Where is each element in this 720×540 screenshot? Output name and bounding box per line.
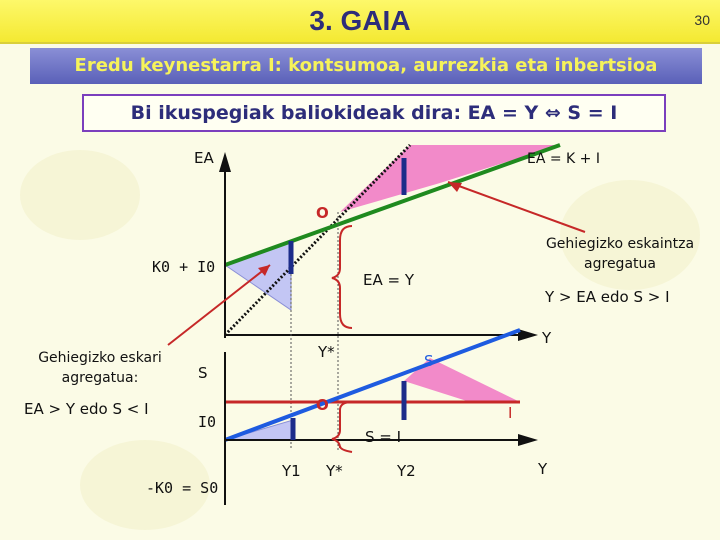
ea-line-label: EA = K + I (527, 151, 600, 167)
y-axis-top-arrow (518, 329, 538, 341)
y-star-top-label: Y* (318, 343, 335, 361)
slide-subtitle: Eredu keynestarra I: kontsumoa, aurrezkia eta inbertsioa (74, 55, 658, 76)
brace-top (332, 226, 352, 328)
ea-equals-y-label: EA = Y (363, 271, 415, 289)
excess-supply-condition: Y > EA edo S > I (545, 288, 670, 306)
y-axis-bottom-label: Y (538, 460, 548, 478)
autonomous-label: K0 + I0 (152, 258, 216, 276)
excess-demand-title: Gehiegizko eskari agregatua: (38, 350, 162, 386)
s-equals-i-label: S = I (365, 428, 402, 446)
equivalence-text: Bi ikuspegiak baliokideak dira: EA = Y ⇔ S = I (130, 102, 618, 124)
ea-axis-label: EA (194, 149, 214, 167)
s-axis-label: S (198, 364, 208, 382)
y2-label: Y2 (397, 462, 416, 480)
equilibrium-point-bottom: O (316, 396, 329, 414)
equilibrium-point-top: O (316, 204, 329, 222)
neg-k0-label: -K0 = S0 (146, 479, 219, 497)
excess-demand-condition: EA > Y edo S < I (24, 400, 149, 418)
page-number: 30 (694, 12, 710, 28)
gap-area-pink-bottom (404, 358, 520, 402)
ea-axis-arrow (219, 152, 231, 172)
investment-line-label: I (508, 404, 513, 422)
y1-label: Y1 (282, 462, 301, 480)
y-axis-bottom-arrow (518, 434, 538, 446)
saving-line-label: S (424, 352, 434, 370)
i0-label: I0 (198, 413, 217, 431)
slide-title: 3. GAIA (309, 5, 411, 36)
pointer-arrow-excess-demand (168, 265, 270, 345)
y-axis-top-label: Y (542, 329, 552, 347)
45-degree-line (225, 145, 410, 335)
excess-supply-title: Gehiegizko eskaintza agregatua (545, 236, 695, 272)
pointer-arrow-excess-supply (448, 182, 585, 232)
y-star-bottom-label: Y* (326, 462, 343, 480)
brace-bottom (332, 402, 352, 452)
